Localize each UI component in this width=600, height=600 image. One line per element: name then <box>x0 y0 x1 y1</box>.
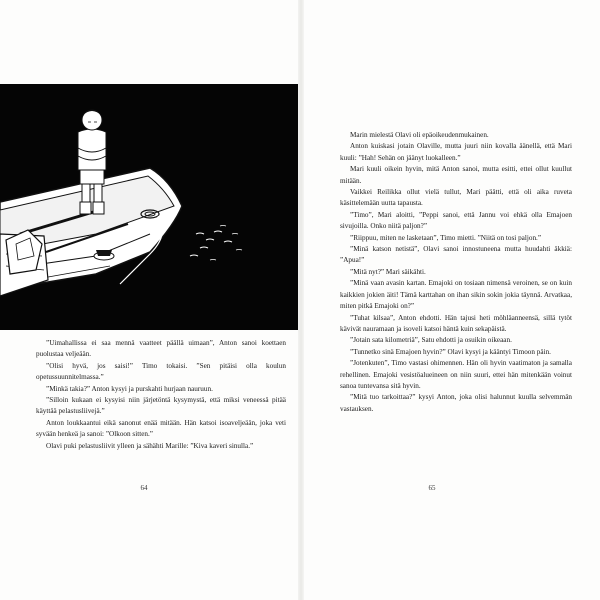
page-number-left: 64 <box>140 484 148 492</box>
paragraph: ”Mitä tuo tarkoittaa?” kysyi Anton, joka olisi halunnut kuulla selvemmän vastauksen. <box>340 393 572 413</box>
paragraph: Olavi puki pelastusliivit ylleen ja sähähti Marille: ”Kiva kaveri sinulla.” <box>46 441 254 450</box>
paragraph: ”Olisi hyvä, jos saisi!” Timo tokaisi. ”Sen pitäisi olla koulun opetussuunnitelmassa.” <box>36 361 286 382</box>
paragraph: Mari kuuli oikein hyvin, mitä Anton sanoi, mutta esitti, ettei ollut kuullut mitään. <box>340 165 572 185</box>
paragraph: ”Silloin kukaan ei kysyisi niin järjetöntä kysymystä, että miksi veneessä pitää käyttää pelastusliivejä.” <box>36 396 286 416</box>
page-number-right: 65 <box>428 484 436 492</box>
paragraph: ”Minä vaan avasin kartan. Emajoki on tosiaan nimensä veroinen, se on kuin kaikkien jokien äiti! Tämä karttahan on ihan sikin sokin jokia täynnä. Arvatkaa, miten pitkä Emajoki on?” <box>340 279 572 311</box>
paragraph: Marin mielestä Olavi oli epäoikeudenmukainen. <box>350 131 489 139</box>
paragraph: ”Tuhat kilsaa”, Anton ehdotti. Hän tajusi heti möhläanneensä, sillä tytöt kävivät nauramaan ja isoveli katsoi häntä kuin sekapäistä. <box>340 313 572 333</box>
paragraph: ”Tunnetko sinä Emajoen hyvin?” Olavi kysyi ja kääntyi Timoon päin. <box>350 347 551 356</box>
paragraph: Vaikkei Reilikka ollut vielä tullut, Mari päätti, että oli aika ruveta käsittelemään uutta tapausta. <box>340 188 572 208</box>
left-page-text <box>36 338 286 452</box>
paragraph: ”Mitä nyt?” Mari säikähti. <box>350 267 426 276</box>
paragraph: ”Timo”, Mari aloitti, ”Peppi sanoi, että Jannu voi ehkä olla Emajoen sivujoilla. Onko niitä paljon?” <box>340 210 572 231</box>
paragraph: Anton kuiskasi jotain Olaville, mutta juuri niin kovalla äänellä, että Mari kuuli: ”Hah! Sehän on jäänyt luokalleen.” <box>340 142 572 162</box>
paragraph: ”Uimahallissa ei saa mennä vaatteet päällä uimaan”, Anton sanoi koettaen puolustaa veljeään. <box>36 339 286 359</box>
paragraph: ”Minkä takia?” Anton kysyi ja purskahti hurjaan nauruun. <box>46 384 213 393</box>
boat-illustration <box>0 84 298 330</box>
paragraph: ”Minä katson netistä”, Olavi sanoi innostuneena mutta huudahti äkkiä: ”Apua!” <box>340 245 572 265</box>
paragraph: ”Jotain sata kilometriä”, Satu ehdotti ja osuikin oikeaan. <box>350 336 512 345</box>
right-page-text <box>340 130 572 415</box>
right-page <box>302 0 600 600</box>
paragraph: ”Riippuu, miten ne lasketaan”, Timo mietti. ”Niitä on tosi paljon.” <box>350 233 542 242</box>
boy-on-boat-drawing <box>0 84 298 330</box>
paragraph: ”Jotenkuten”, Timo vastasi ohimennen. Hän oli hyvin vaatimaton ja samalla rehellinen. Emajoki vesistöalueineen on niin suuri, ettei hän mitenkään voinut sanoa tuntevansa sitä hyvin. <box>340 359 572 390</box>
paragraph: Anton loukkaantui eikä sanonut enää mitään. Hän katsoi isoaveljeään, joka veti syvään henkeä ja sanoi: ”Olkoon sitten.” <box>36 418 286 439</box>
